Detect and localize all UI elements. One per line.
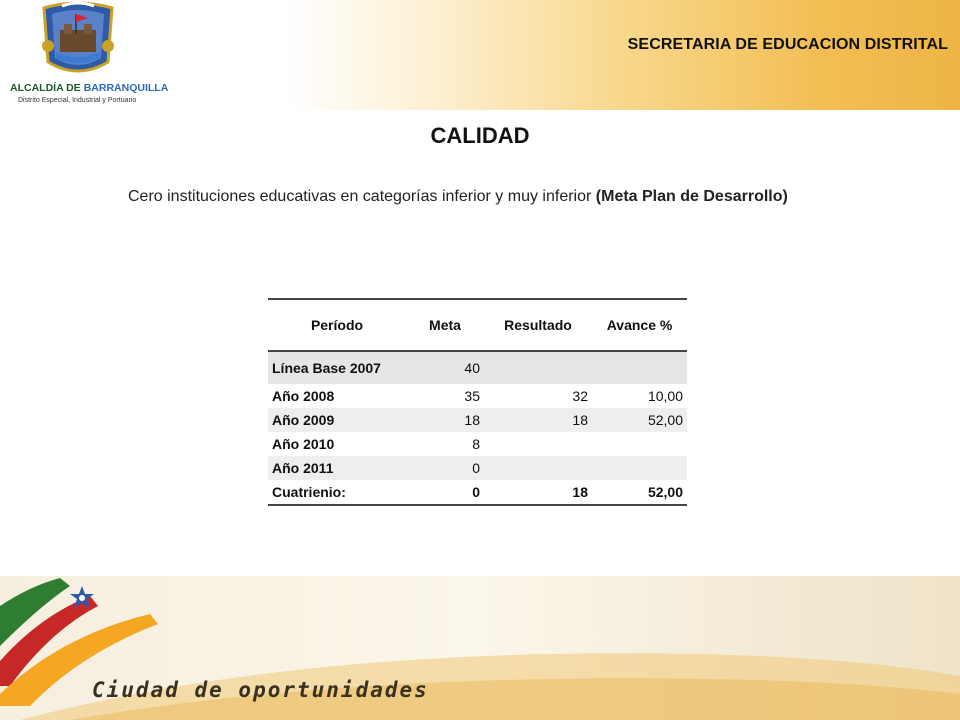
cell-resultado xyxy=(484,456,592,480)
page-title: CALIDAD xyxy=(430,123,530,148)
header-meta: Meta xyxy=(406,299,484,351)
cell-resultado xyxy=(484,351,592,384)
cell-resultado: 18 xyxy=(484,480,592,505)
table-row xyxy=(268,351,687,384)
description-bold: (Meta Plan de Desarrollo) xyxy=(595,188,788,205)
cell-avance xyxy=(592,351,687,384)
city-logo xyxy=(4,0,169,112)
logo-subtitle: Distrito Especial, Industrial y Portuario xyxy=(18,97,137,104)
header-periodo: Período xyxy=(268,299,406,351)
cell-resultado: 32 xyxy=(572,388,588,404)
table-row xyxy=(268,384,687,408)
table-row xyxy=(268,456,687,480)
table-total-row xyxy=(268,480,687,505)
description-text: Cero instituciones educativas en categorías inferior y muy inferior xyxy=(128,188,596,205)
logo-name: ALCALDÍA DE BARRANQUILLA xyxy=(10,82,169,94)
cell-periodo: Año 2009 xyxy=(268,408,406,432)
cell-meta: 35 xyxy=(464,388,480,404)
cell-meta: 0 xyxy=(406,480,484,505)
cell-resultado xyxy=(484,432,592,456)
description xyxy=(128,184,848,210)
cell-avance: 52,00 xyxy=(592,480,687,505)
cell-avance xyxy=(592,456,687,480)
results-table xyxy=(268,298,687,506)
cell-meta: 0 xyxy=(406,456,484,480)
footer-slogan: Ciudad de oportunidades xyxy=(92,678,429,702)
header-avance: Avance % xyxy=(592,299,687,351)
table-row xyxy=(268,432,687,456)
table-header-row xyxy=(268,299,687,351)
cell-avance xyxy=(592,432,687,456)
coat-of-arms-icon xyxy=(4,0,152,82)
cell-periodo: Línea Base 2007 xyxy=(268,351,406,384)
cell-meta: 8 xyxy=(472,436,480,452)
cell-meta: 40 xyxy=(406,351,484,384)
cell-periodo: Año 2011 xyxy=(268,456,406,480)
agency-name: SECRETARIA DE EDUCACION DISTRITAL xyxy=(627,36,948,53)
cell-periodo: Año 2010 xyxy=(272,436,335,452)
cell-periodo: Cuatrienio: xyxy=(268,480,406,505)
cell-avance: 52,00 xyxy=(592,408,687,432)
cell-periodo: Año 2008 xyxy=(272,388,335,404)
table-row xyxy=(268,408,687,432)
cell-meta: 18 xyxy=(406,408,484,432)
cell-resultado: 18 xyxy=(484,408,592,432)
cell-avance: 10,00 xyxy=(647,388,683,404)
header-resultado: Resultado xyxy=(484,299,592,351)
